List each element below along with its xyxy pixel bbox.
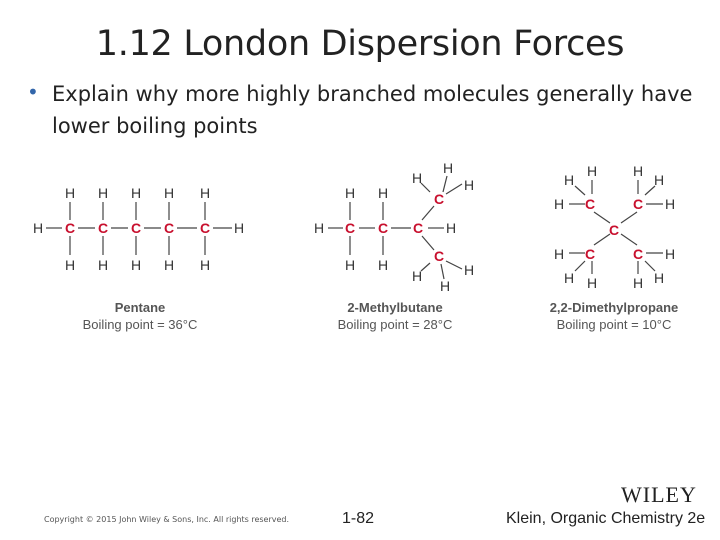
svg-text:H: H [587, 275, 598, 291]
methylbutane-structure [314, 160, 474, 332]
molecule-boiling-point: Boiling point = 28°C [337, 317, 453, 332]
svg-text:H: H [564, 172, 575, 188]
svg-text:H: H [65, 185, 76, 201]
svg-text:C: C [131, 220, 142, 236]
svg-text:C: C [609, 222, 620, 238]
svg-text:H: H [464, 177, 475, 193]
svg-text:H: H [443, 160, 454, 176]
svg-text:C: C [200, 220, 211, 236]
svg-text:H: H [587, 163, 598, 179]
svg-text:H: H [654, 172, 665, 188]
svg-text:C: C [164, 220, 175, 236]
svg-text:C: C [65, 220, 76, 236]
book-credit: Klein, Organic Chemistry 2e [506, 510, 706, 527]
bullet-text: Explain why more highly branched molecules generally have lower boiling points [52, 82, 693, 138]
svg-text:C: C [585, 196, 596, 212]
svg-text:H: H [314, 220, 325, 236]
svg-text:H: H [633, 163, 644, 179]
svg-text:H: H [412, 268, 423, 284]
svg-text:H: H [446, 220, 457, 236]
molecule-structures [0, 150, 720, 340]
svg-text:C: C [633, 246, 644, 262]
copyright-notice: Copyright © 2015 John Wiley & Sons, Inc. All rights reserved. [44, 515, 290, 524]
svg-text:H: H [200, 257, 211, 273]
svg-text:H: H [554, 246, 565, 262]
svg-text:H: H [412, 170, 423, 186]
svg-text:H: H [65, 257, 76, 273]
molecule-boiling-point: Boiling point = 36°C [82, 317, 198, 332]
svg-text:H: H [378, 185, 389, 201]
svg-text:H: H [234, 220, 245, 236]
svg-text:H: H [345, 257, 356, 273]
publisher-logo: WILEY [621, 482, 697, 507]
molecule-name: 2,2-Dimethylpropane [549, 300, 679, 315]
molecule-name: Pentane [114, 300, 166, 315]
svg-text:H: H [440, 278, 451, 294]
svg-text:C: C [378, 220, 389, 236]
svg-text:H: H [464, 262, 475, 278]
pentane-structure [33, 185, 244, 332]
bullet-marker: • [27, 80, 39, 104]
dimethylpropane-structure [550, 163, 679, 332]
svg-text:H: H [633, 275, 644, 291]
slide-number: 1-82 [342, 510, 375, 527]
svg-text:C: C [585, 246, 596, 262]
svg-text:H: H [378, 257, 389, 273]
svg-text:C: C [98, 220, 109, 236]
svg-text:H: H [665, 196, 676, 212]
svg-text:H: H [131, 185, 142, 201]
slide-title: 1.12 London Dispersion Forces [95, 24, 625, 64]
molecule-boiling-point: Boiling point = 10°C [556, 317, 672, 332]
svg-text:C: C [413, 220, 424, 236]
svg-text:H: H [554, 196, 565, 212]
svg-text:H: H [564, 270, 575, 286]
svg-text:H: H [131, 257, 142, 273]
svg-text:H: H [654, 270, 665, 286]
svg-text:H: H [98, 257, 109, 273]
svg-text:H: H [33, 220, 44, 236]
svg-text:H: H [665, 246, 676, 262]
svg-text:C: C [434, 248, 445, 264]
svg-text:H: H [164, 185, 175, 201]
svg-text:H: H [345, 185, 356, 201]
svg-text:C: C [345, 220, 356, 236]
svg-text:C: C [434, 191, 445, 207]
svg-text:H: H [200, 185, 211, 201]
svg-text:C: C [633, 196, 644, 212]
svg-text:H: H [164, 257, 175, 273]
svg-text:H: H [98, 185, 109, 201]
molecule-name: 2-Methylbutane [347, 300, 443, 315]
